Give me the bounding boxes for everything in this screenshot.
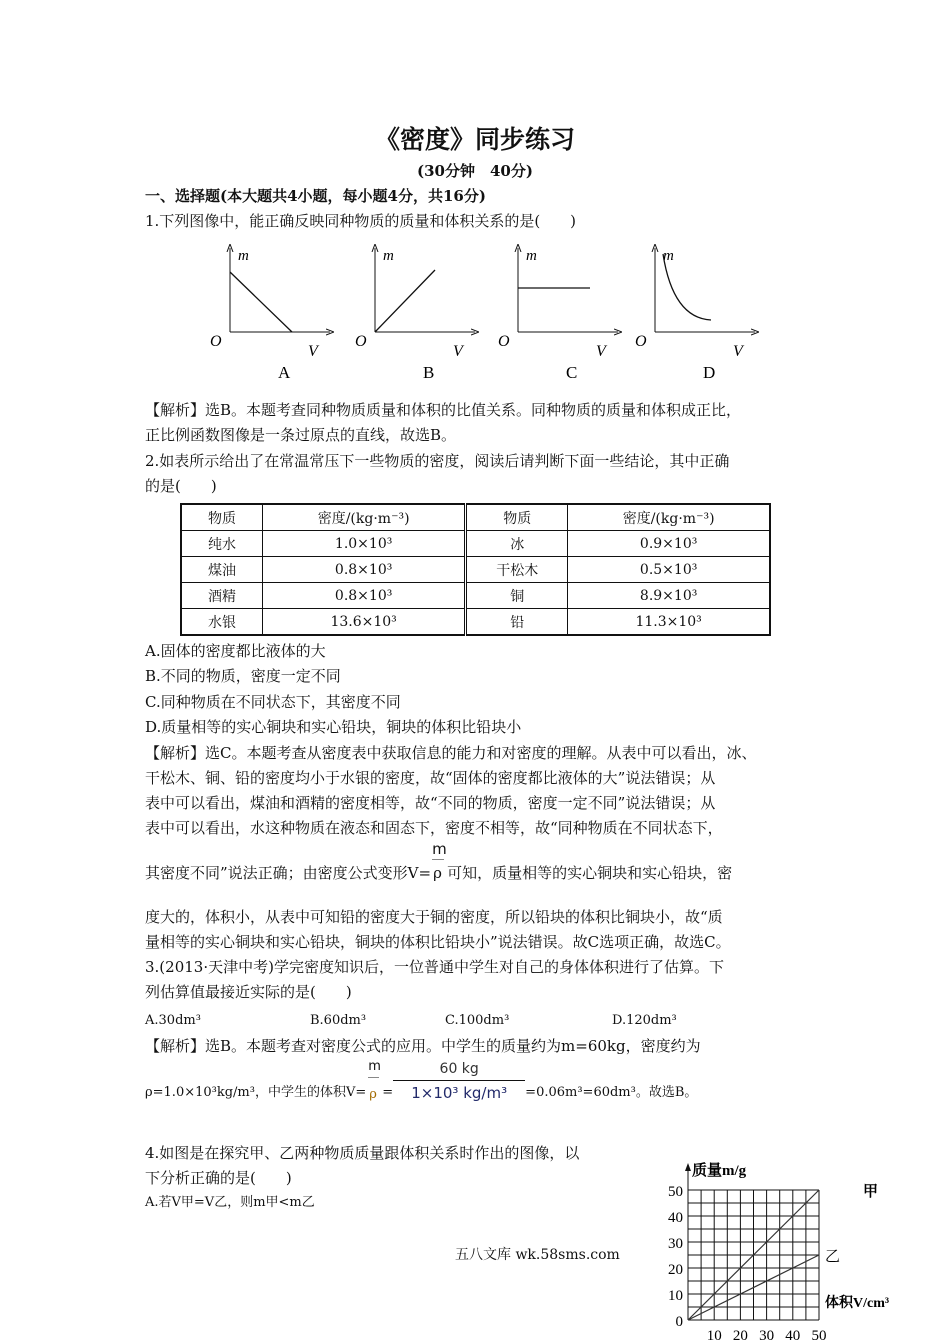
table-row (181, 609, 770, 636)
x-tick-label: 40 (785, 1328, 801, 1344)
graph-label: D (703, 363, 716, 382)
axis-label-v: V (596, 343, 606, 360)
origin-label: O (635, 333, 647, 350)
x-axis-label: 体积V/cm³ (825, 1296, 890, 1311)
q3-stem-2: 列估算值最接近实际的是( ) (145, 983, 352, 1001)
table-row (181, 531, 770, 557)
text: ρ=1.0×10³kg/m³，中学生的体积V= (145, 1085, 367, 1100)
cell: 1.0×10³ (263, 531, 466, 557)
header-cell: 物质 (181, 504, 263, 531)
origin-label: O (210, 333, 222, 350)
cell: 13.6×10³ (263, 609, 466, 636)
header-cell: 密度/(kg·m⁻³) (568, 504, 770, 531)
fraction-numerator: m (432, 840, 447, 858)
text: 可知，质量相等的实心铜块和实心铅块，密 (447, 864, 733, 882)
y-tick-label: 0 (675, 1314, 683, 1330)
q3-option-a: A.30dm³ (145, 1013, 201, 1028)
axis-label-m: m (238, 248, 249, 264)
cell: 铜 (466, 583, 568, 609)
curve (375, 270, 435, 332)
q3-stem-1: 3.(2013·天津中考)学完密度知识后，一位普通中学生对自己的身体体积进行了估算。下 (145, 958, 724, 976)
axis-label-m: m (383, 248, 394, 264)
fraction-denominator: 1×10³ kg/m³ (411, 1084, 508, 1102)
x-tick-label: 30 (759, 1328, 775, 1344)
cell: 0.8×10³ (263, 557, 466, 583)
cell: 0.8×10³ (263, 583, 466, 609)
cell: 纯水 (181, 531, 263, 557)
cell: 水银 (181, 609, 263, 636)
table-header (181, 504, 770, 531)
origin-label: O (355, 333, 367, 350)
fraction-denominator: ρ (433, 864, 442, 882)
q4-stem-1: 4.如图是在探究甲、乙两种物质质量跟体积关系时作出的图像，以 (145, 1144, 580, 1162)
graph-label: A (278, 363, 291, 382)
q1-analysis-2: 正比例函数图像是一条过原点的直线，故选B。 (145, 426, 457, 444)
text: = (382, 1085, 394, 1100)
fraction-numerator: 60 kg (439, 1061, 479, 1077)
y-axis-arrow (685, 1163, 691, 1171)
q1-graphs (200, 240, 760, 385)
x-tick-label: 20 (732, 1328, 748, 1344)
q2-option-b: B.不同的物质，密度一定不同 (145, 667, 341, 685)
q2-option-c: C.同种物质在不同状态下，其密度不同 (145, 693, 401, 711)
cell: 酒精 (181, 583, 263, 609)
q2-analysis-6: 度大的，体积小，从表中可知铅的密度大于铜的密度，所以铅块的体积比铜块小，故“质 (145, 908, 723, 926)
y-tick-label: 50 (668, 1184, 683, 1200)
q1-stem: 1.下列图像中，能正确反映同种物质的质量和体积关系的是( ) (145, 212, 577, 230)
page-title: 《密度》同步练习 (374, 125, 575, 154)
y-tick-label: 30 (668, 1236, 683, 1252)
header-cell: 密度/(kg·m⁻³) (263, 504, 466, 531)
y-tick-label: 10 (668, 1288, 683, 1304)
series-label: 甲 (863, 1184, 879, 1200)
mass-volume-chart (650, 1155, 950, 1344)
q2-stem-2: 的是( ) (145, 477, 217, 495)
text: 其密度不同”说法正确；由密度公式变形V= (145, 864, 432, 882)
axis-label-m: m (526, 248, 537, 264)
y-tick-label: 40 (668, 1210, 683, 1226)
series-label: 乙 (825, 1249, 841, 1265)
y-tick-label: 20 (668, 1262, 683, 1278)
cell: 铅 (466, 609, 568, 636)
x-tick-label: 50 (811, 1328, 827, 1344)
text: =0.06m³=60dm³。故选B。 (525, 1085, 698, 1100)
fraction-denominator: ρ (369, 1087, 377, 1102)
axis-label-v: V (453, 343, 463, 360)
q3-option-d: D.120dm³ (612, 1013, 677, 1028)
cell: 冰 (466, 531, 568, 557)
axis-label-v: V (733, 343, 743, 360)
q2-analysis-5 (145, 840, 733, 883)
q3-option-c: C.100dm³ (445, 1013, 510, 1028)
graph-label: C (566, 363, 578, 382)
q2-analysis-7: 量相等的实心铜块和实心铅块，铜块的体积比铅块小”说法错误。故C选项正确，故选C。 (145, 933, 731, 951)
q3-analysis-2 (145, 1059, 698, 1103)
cell: 11.3×10³ (568, 609, 770, 636)
axis-label-v: V (308, 343, 318, 360)
graph-label: B (423, 363, 435, 382)
q1-analysis-1: 【解析】选B。本题考查同种物质质量和体积的比值关系。同种物质的质量和体积成正比， (145, 401, 742, 419)
q2-option-d: D.质量相等的实心铜块和实心铅块，铜块的体积比铅块小 (145, 718, 522, 736)
header-cell: 物质 (466, 504, 568, 531)
footer-watermark: 五八文库 wk.58sms.com (455, 1247, 620, 1263)
cell: 干松木 (466, 557, 568, 583)
y-axis-label: 质量m/g (692, 1163, 747, 1179)
cell: 0.5×10³ (568, 557, 770, 583)
q4-option-a: A.若V甲=V乙，则m甲<m乙 (145, 1195, 315, 1210)
density-table (180, 503, 771, 636)
q3-analysis-1: 【解析】选B。本题考查对密度公式的应用。中学生的质量约为m=60kg，密度约为 (145, 1037, 701, 1055)
table-row (181, 557, 770, 583)
axis-label-m: m (663, 248, 674, 264)
q2-analysis-3: 表中可以看出，煤油和酒精的密度相等，故“不同的物质，密度一定不同”说法错误；从 (145, 794, 716, 812)
q2-analysis-2: 干松木、铜、铅的密度均小于水银的密度，故“固体的密度都比液体的大”说法错误；从 (145, 769, 716, 787)
q3-option-b: B.60dm³ (310, 1013, 367, 1028)
curve (230, 272, 292, 332)
cell: 煤油 (181, 557, 263, 583)
x-tick-label: 10 (706, 1328, 722, 1344)
q2-analysis-1: 【解析】选C。本题考查从密度表中获取信息的能力和对密度的理解。从表中可以看出，冰、 (145, 744, 757, 762)
table-row (181, 583, 770, 609)
section-heading: 一、选择题(本大题共4小题，每小题4分，共16分) (145, 187, 486, 205)
q2-analysis-4: 表中可以看出，水这种物质在液态和固态下，密度不相等，故“同种物质在不同状态下， (145, 819, 723, 837)
cell: 0.9×10³ (568, 531, 770, 557)
q2-stem-1: 2.如表所示给出了在常温常压下一些物质的密度，阅读后请判断下面一些结论，其中正确 (145, 452, 730, 470)
q2-option-a: A.固体的密度都比液体的大 (145, 642, 326, 660)
q4-stem-2: 下分析正确的是( ) (145, 1169, 292, 1187)
subtitle: (30分钟 40分) (417, 162, 533, 180)
fraction-numerator: m (368, 1059, 381, 1074)
origin-label: O (498, 333, 510, 350)
cell: 8.9×10³ (568, 583, 770, 609)
